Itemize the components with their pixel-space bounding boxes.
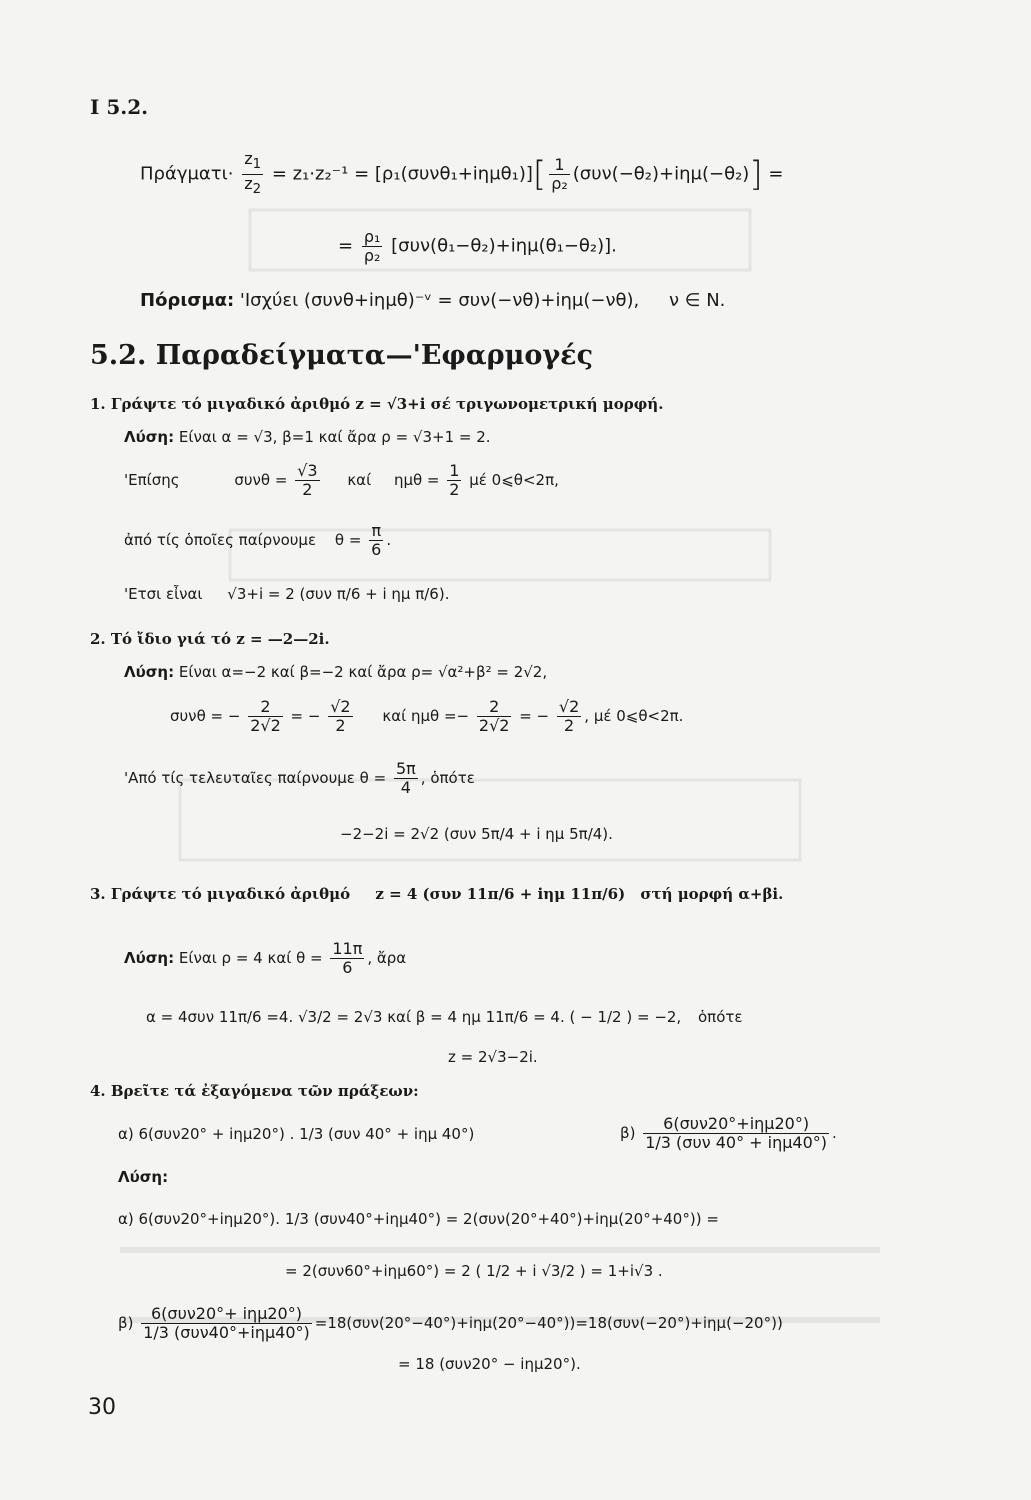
example1-theta: ἀπό τίς ὁποῖες παίρνουμε θ = $\frac{\pi}{6}$ .	[124, 521, 392, 559]
line1-middle: = z₁·z₂⁻¹ = [ρ₁(συνθ₁+iημθ₁)]	[271, 163, 533, 185]
page-number: 30	[88, 1395, 116, 1420]
example3-parts: α = 4συν 11π/6 =4. √3/2 = 2√3 καί β = 4 ημ 11π/6 = 4. ( − 1/2 ) = −2, ὁπότε	[146, 1008, 743, 1026]
line1-label: Πράγματι·	[140, 163, 234, 185]
example4-solution-b1: β) $\frac{\text{6(συν20°+ iημ20°)}}{\text{1/3 (συν40°+iημ40°)}}$ =18(συν(20°−40°)+iημ(20°−40°))=18(συν(−20°)+iημ(−20°))	[118, 1304, 783, 1342]
example1-solution: Λύση: Είναι α = √3, β=1 καί ἄρα ρ = √3+1 = 2.	[124, 428, 491, 446]
example1-trig: 'Επίσης συνθ = $\frac{√3}{2}$ καί ημθ = $\frac{1}{2}$ μέ 0⩽θ<2π,	[124, 461, 559, 499]
example2-title: 2. Τό ἴδιο γιά τό z = —2—2i.	[90, 630, 330, 648]
example1-result: 'Ετσι εἶναι √3+i = 2 (συν π/6 + i ημ π/6).	[124, 585, 450, 603]
z1-over-z2: $\frac{z_1}{z_2}$	[244, 149, 262, 198]
corollary	[140, 290, 725, 311]
line1-end: (συν(−θ₂)+iημ(−θ₂)	[572, 163, 750, 185]
example1-title: 1. Γράψτε τό μιγαδικό ἀριθμό z = √3+i σέ τριγωνομετρική μορφή.	[90, 395, 664, 413]
example4-solution-label: Λύση:	[118, 1168, 169, 1186]
example2-solution: Λύση: Είναι α=−2 καί β=−2 καί ἄρα ρ= √α²+β² = 2√2,	[124, 663, 548, 681]
example2-theta: 'Από τίς τελευταῖες παίρνουμε θ = $\frac{5\pi}{4}$ , ὁπότε	[124, 759, 475, 797]
line1-equals: =	[768, 163, 784, 185]
corollary-condition: ν ∈ N.	[669, 290, 726, 311]
left-bracket: [	[532, 154, 547, 195]
example3-title: 3. Γράψτε τό μιγαδικό ἀριθμό z = 4 (συν 11π/6 + iημ 11π/6) στή μορφή α+βi.	[90, 885, 784, 903]
rho1-over-rho2: $\frac{\text{ρ₁}}{\text{ρ₂}}$	[363, 227, 381, 265]
example3-solution: Λύση: Είναι ρ = 4 καί θ = $\frac{11\pi}{6}$ , ἄρα	[124, 939, 407, 977]
example4-solution-a2: = 2(συν60°+iημ60°) = 2 ( 1/2 + i √3/2 ) = 1+i√3 .	[285, 1262, 663, 1280]
right-bracket: ]	[749, 154, 763, 195]
corollary-label: Πόρισμα:	[140, 290, 235, 311]
example4-solution-b2: = 18 (συν20° − iημ20°).	[398, 1355, 581, 1373]
section-heading: 5.2. Παραδείγματα—'Εφαρμογές	[90, 340, 594, 371]
example4-part-a: α) 6(συν20° + iημ20°) . 1/3 (συν 40° + iημ 40°)	[118, 1125, 475, 1143]
one-over-rho2: $\frac{1}{\text{ρ₂}}$	[551, 155, 568, 194]
quotient-line	[140, 150, 783, 199]
example3-result: z = 2√3−2i.	[448, 1048, 538, 1066]
example4-solution-a1: α) 6(συν20°+iημ20°). 1/3 (συν40°+iημ40°) = 2(συν(20°+40°)+iημ(20°+40°)) =	[118, 1210, 719, 1228]
example4-part-b: β) $\frac{\text{6(συν20°+iημ20°)}}{\text{1/3 (συν 40° + iημ40°)}}$ .	[620, 1114, 837, 1152]
quotient-result: = $\frac{\text{ρ₁}}{\text{ρ₂}}$ [συν(θ₁−θ₂)+iημ(θ₁−θ₂)].	[338, 227, 617, 265]
example2-result: −2−2i = 2√2 (συν 5π/4 + i ημ 5π/4).	[340, 825, 613, 843]
example2-trig: συνθ = − $\frac{2}{2√2}$ = − $\frac{√2}{2}$ καί ημθ =− $\frac{2}{2√2}$ = − $\frac{√2}{2}$ , μέ 0⩽θ<2π.	[170, 697, 684, 735]
section-label: I 5.2.	[90, 95, 149, 119]
corollary-text: 'Ισχύει (συνθ+iημθ)⁻ᵛ = συν(−νθ)+iημ(−νθ),	[239, 290, 640, 311]
example4-title: 4. Βρεῖτε τά ἐξαγόμενα τῶν πράξεων:	[90, 1082, 419, 1100]
